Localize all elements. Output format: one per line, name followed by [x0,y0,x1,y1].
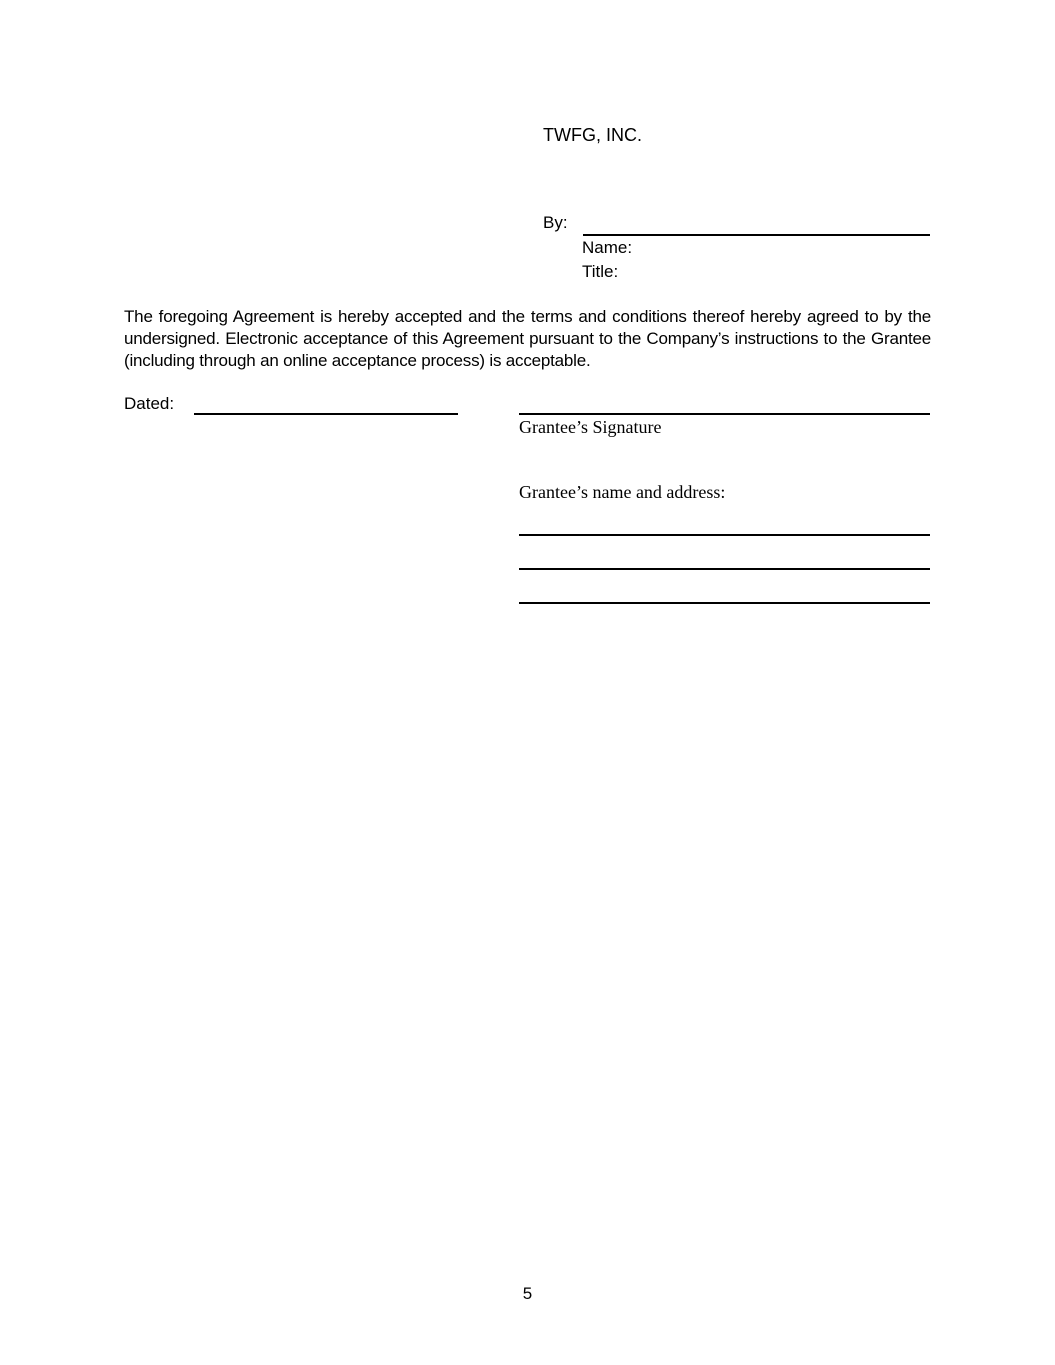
acceptance-paragraph: The foregoing Agreement is hereby accepted and the terms and conditions thereof hereby agreed to by the undersigned. Electronic acceptance of this Agreement pursuant to the Company’s instructions to the Grantee (including through an online acceptance process) is acceptable. [124,307,931,370]
by-label: By: [543,213,568,232]
company-name: TWFG, INC. [543,125,642,145]
grantee-signature-line [519,413,930,415]
name-label: Name: [582,238,633,257]
dated-label: Dated: [124,394,175,413]
by-signature-line [583,234,930,236]
dated-line [194,413,458,415]
grantee-signature-label: Grantee’s Signature [519,417,662,437]
address-line-1 [519,534,930,536]
address-line-3 [519,602,930,604]
title-label: Title: [582,262,619,281]
grantee-name-address-label: Grantee’s name and address: [519,482,726,502]
page-number: 5 [522,1284,533,1303]
address-line-2 [519,568,930,570]
